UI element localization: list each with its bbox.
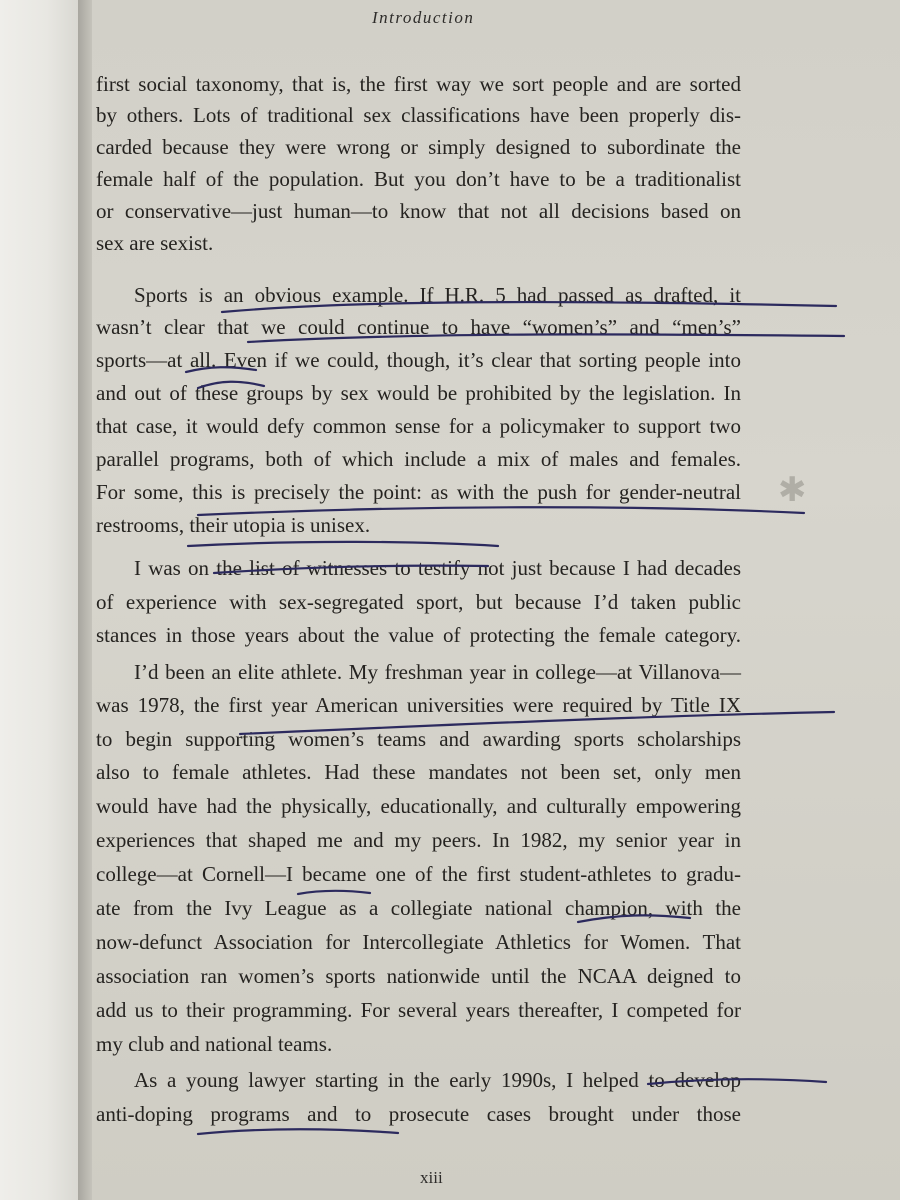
text-line: my club and national teams.	[96, 1032, 333, 1056]
text-line: college—at Cornell—I became one of the first student-athletes to gradu-	[96, 862, 741, 886]
text-line: and out of these groups by sex would be prohibited by the legislation. In	[96, 381, 741, 405]
text-line: I’d been an elite athlete. My freshman year in college—at Villanova—	[134, 660, 741, 684]
book-gutter	[78, 0, 92, 1200]
text-line: As a young lawyer starting in the early 1990s, I helped to develop	[134, 1068, 741, 1092]
text-line: of experience with sex-segregated sport, but because I’d taken public	[96, 590, 741, 614]
text-line: ate from the Ivy League as a collegiate national champion, with the	[96, 896, 741, 920]
text-line: or conservative—just human—to know that not all decisions based on	[96, 199, 741, 223]
facing-page-edge	[0, 0, 78, 1200]
text-line: anti-doping programs and to prosecute cases brought under those	[96, 1102, 741, 1126]
text-line: wasn’t clear that we could continue to have “women’s” and “men’s”	[96, 315, 741, 339]
text-line: For some, this is precisely the point: as with the push for gender-neutral	[96, 480, 741, 504]
text-line: also to female athletes. Had these mandates not been set, only men	[96, 760, 741, 784]
text-line: would have had the physically, educationally, and culturally empowering	[96, 794, 741, 818]
text-line: association ran women’s sports nationwide until the NCAA deigned to	[96, 964, 741, 988]
pencil-asterisk-mark: ✱	[778, 470, 807, 510]
text-line: add us to their programming. For several years thereafter, I competed for	[96, 998, 741, 1022]
text-line: restrooms, their utopia is unisex.	[96, 513, 371, 537]
text-line: I was on the list of witnesses to testify not just because I had decades	[134, 556, 741, 580]
text-line: to begin supporting women’s teams and awarding sports scholarships	[96, 727, 741, 751]
text-line: parallel programs, both of which include a mix of males and females.	[96, 447, 741, 471]
text-line: stances in those years about the value of protecting the female category.	[96, 623, 741, 647]
text-line: experiences that shaped me and my peers. In 1982, my senior year in	[96, 828, 741, 852]
page-number: xiii	[420, 1168, 443, 1187]
text-line: was 1978, the first year American universities were required by Title IX	[96, 693, 741, 717]
text-line: by others. Lots of traditional sex classifications have been properly dis-	[96, 103, 741, 127]
text-line: now-defunct Association for Intercollegiate Athletics for Women. That	[96, 930, 741, 954]
text-line: sex are sexist.	[96, 231, 214, 255]
text-line: that case, it would defy common sense for a policymaker to support two	[96, 414, 741, 438]
text-line: Sports is an obvious example. If H.R. 5 had passed as drafted, it	[134, 283, 741, 307]
text-line: sports—at all. Even if we could, though, it’s clear that sorting people into	[96, 348, 741, 372]
text-line: carded because they were wrong or simply designed to subordinate the	[96, 135, 741, 159]
text-line: first social taxonomy, that is, the first way we sort people and are sorted	[96, 72, 741, 96]
text-line: female half of the population. But you don’t have to be a traditionalist	[96, 167, 741, 191]
running-head: Introduction	[372, 8, 475, 27]
